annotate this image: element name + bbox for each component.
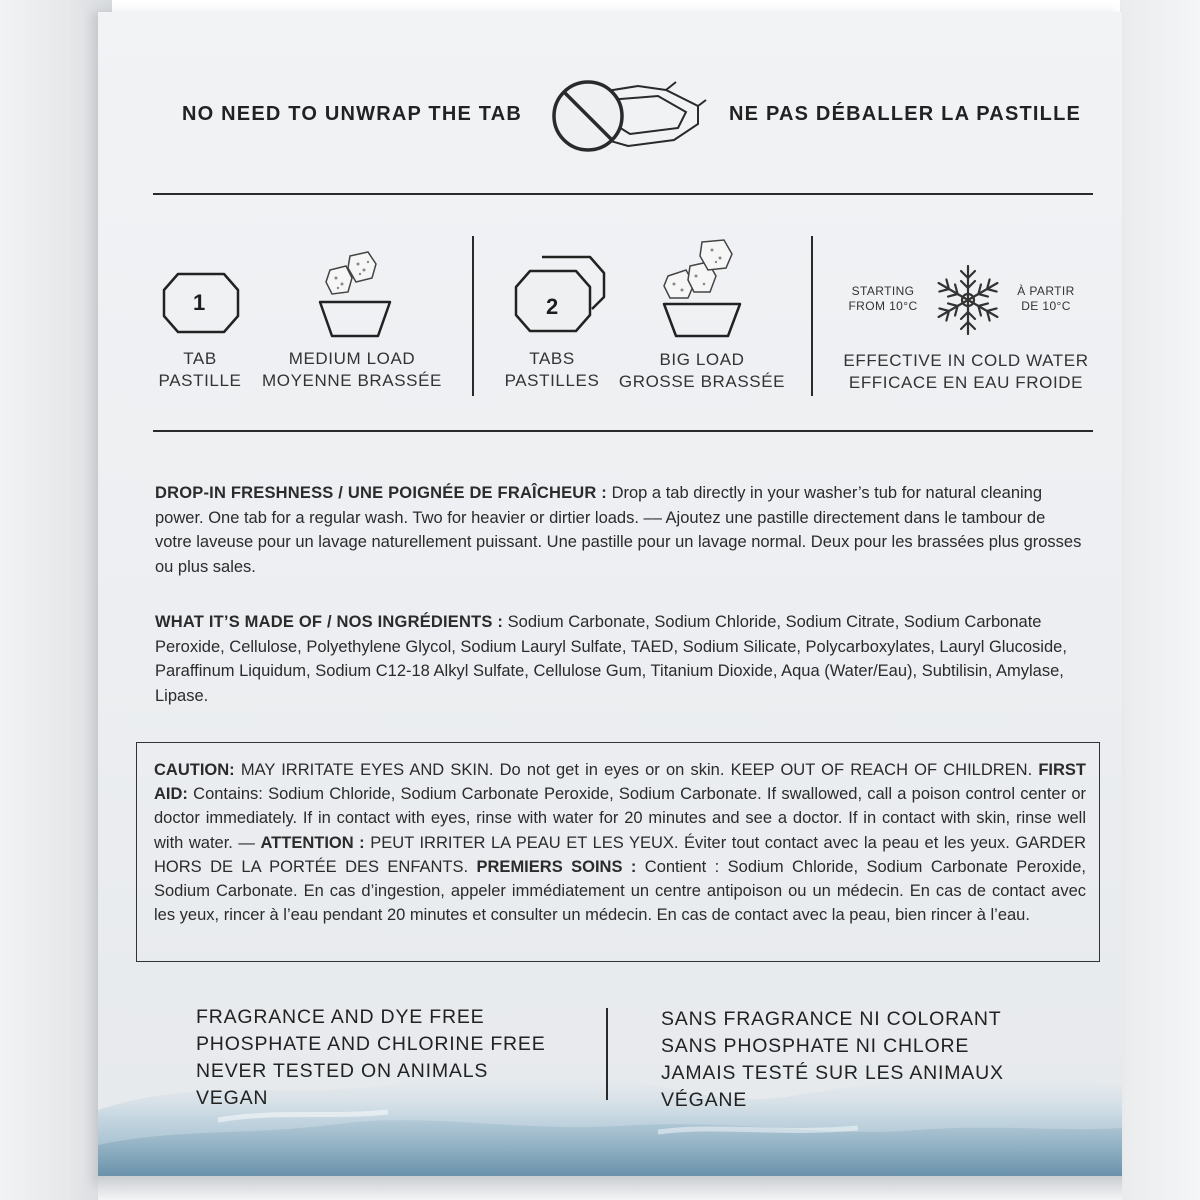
- freshness-heading: DROP-IN FRESHNESS / UNE POIGNÉE DE FRAÎCHEUR :: [155, 484, 607, 502]
- attention-label: ATTENTION :: [260, 833, 365, 852]
- medium-load-basket-icon: [316, 246, 396, 338]
- ingredients-heading: WHAT IT’S MADE OF / NOS INGRÉDIENTS :: [155, 613, 504, 631]
- two-tabs-number: 2: [546, 294, 559, 319]
- divider-vertical-2: [811, 236, 813, 396]
- big-load-basket-icon: [660, 236, 746, 338]
- background-right: [1120, 0, 1200, 1200]
- no-unwrap-icon: [548, 76, 708, 156]
- caution-text-block: [154, 758, 1086, 927]
- first-aid-text: Contains: Sodium Chloride, Sodium Carbonate Peroxide, Sodium Carbonate. If swallowed, call a poison control center or doctor immediately. If in contact with eyes, rinse with water for 20 minutes and see a doctor. If in contact with skin, rinse well with water. —: [154, 785, 1086, 852]
- claim-en: PHOSPHATE AND CHLORINE FREE: [196, 1033, 546, 1055]
- header-english: NO NEED TO UNWRAP THE TAB: [182, 103, 523, 125]
- claim-fr: VÉGANE: [661, 1089, 748, 1111]
- attention-text: PEUT IRRITER LA PEAU ET LES YEUX. Éviter tout contact avec la peau et les yeux. GARDER HORS DE LA PORTÉE DES ENFANTS.: [154, 833, 1087, 876]
- premiers-soins-label: PREMIERS SOINS :: [476, 857, 637, 876]
- first-aid-label: FIRST AID:: [154, 761, 1086, 804]
- one-tab-number: 1: [193, 290, 206, 315]
- premiers-soins-text: Contient : Sodium Chloride, Sodium Carbonate Peroxide, Sodium Carbonate. En cas d’ingestion, appeler immédiatement un centre antipoison ou un médecin. En cas de contact avec les yeux, rincer à l’eau pendant 20 minutes et consulter un médecin. En cas de contact avec la peau, bien rincer à l’eau.: [154, 857, 1086, 925]
- starting-temp-fr: À PARTIR DE 10°C: [1017, 284, 1075, 313]
- medium-load-label: MEDIUM LOAD MOYENNE BRASSÉE: [262, 349, 442, 390]
- claim-en: FRAGRANCE AND DYE FREE: [196, 1006, 485, 1028]
- starting-temp-en: STARTING FROM 10°C: [848, 284, 918, 313]
- divider-middle: [153, 430, 1093, 432]
- cold-water-label: EFFECTIVE IN COLD WATER EFFICACE EN EAU FROIDE: [843, 351, 1089, 392]
- divider-top: [153, 193, 1093, 195]
- claim-fr: JAMAIS TESTÉ SUR LES ANIMAUX: [661, 1062, 1004, 1084]
- freshness-text: Drop a tab directly in your washer’s tub for natural cleaning power. One tab for a regular wash. Two for heavier or dirtier loads. –– Ajoutez une pastille directement dans le tambour de votre laveuse pour un lavage naturellement puissant. Une pastille pour un lavage normal. Deux pour les brassées plus grosses ou plus sales.: [155, 484, 1082, 576]
- header-french: NE PAS DÉBALLER LA PASTILLE: [729, 103, 1082, 125]
- big-load-label: BIG LOAD GROSSE BRASSÉE: [618, 350, 786, 391]
- ingredients-paragraph: [155, 610, 1085, 708]
- claim-en: VEGAN: [196, 1087, 269, 1109]
- claims-french: [661, 1006, 1004, 1114]
- caution-text: MAY IRRITATE EYES AND SKIN. Do not get in eyes or on skin. KEEP OUT OF REACH OF CHILDREN.: [234, 761, 1039, 779]
- freshness-paragraph: [155, 481, 1085, 579]
- box-bottom-shadow: [98, 1176, 1122, 1200]
- ingredients-text: Sodium Carbonate, Sodium Chloride, Sodium Citrate, Sodium Carbonate Peroxide, Cellulose, Polyethylene Glycol, Sodium Lauryl Sulfate, TAED, Sodium Silicate, Polycarboxylates, Lauryl Glucoside, Paraffinum Liquidum, Sodium C12-18 Alkyl Sulfate, Cellulose Gum, Titanium Dioxide, Aqua (Water/Eau), Subtilisin, Amylase, Lipase.: [155, 613, 1067, 705]
- claims-english: [196, 1004, 546, 1112]
- two-tabs-label: TABS PASTILLES: [504, 349, 600, 390]
- divider-claims: [606, 1008, 608, 1100]
- one-tab-label: TAB PASTILLE: [158, 349, 242, 390]
- box-side-left: [0, 0, 112, 1200]
- claim-fr: SANS PHOSPHATE NI CHLORE: [661, 1035, 970, 1057]
- snowflake-icon: [930, 262, 1006, 338]
- divider-vertical-1: [472, 236, 474, 396]
- two-tabs-icon: [512, 253, 608, 337]
- caution-label: CAUTION:: [154, 761, 235, 779]
- claim-en: NEVER TESTED ON ANIMALS: [196, 1060, 489, 1082]
- claim-fr: SANS FRAGRANCE NI COLORANT: [661, 1008, 1002, 1030]
